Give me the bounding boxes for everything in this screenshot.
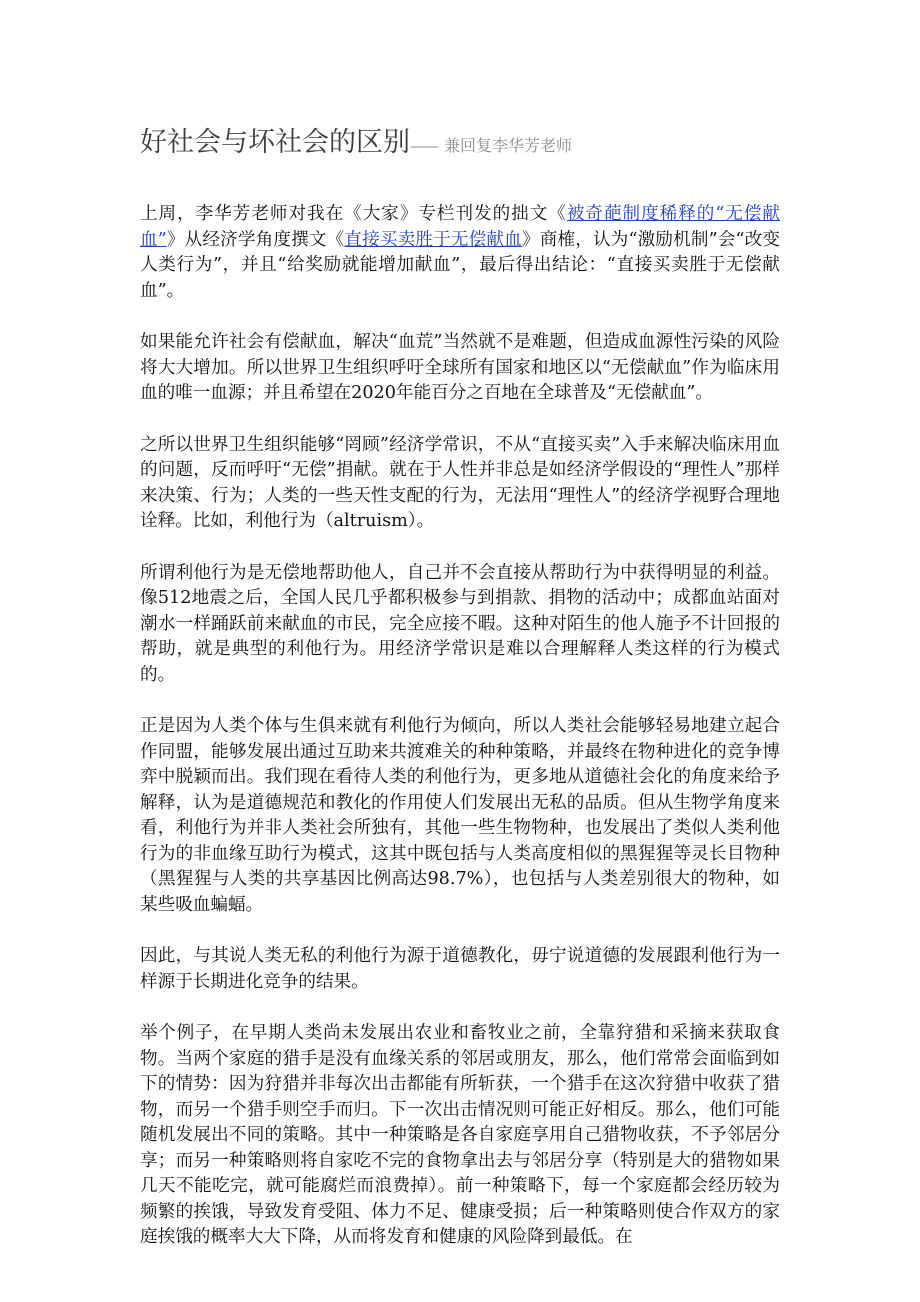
title-subtitle: 兼回复李华芳老师	[444, 136, 573, 155]
paragraph-4: 所谓利他行为是无偿地帮助他人，自己并不会直接从帮助行为中获得明显的利益。像512地震之后，全国人民几乎都积极参与到捐款、捐物的活动中；成都血站面对潮水一样踊跃前来献血的市民，完全应接不暇。这种对陌生的他人施予不计回报的帮助，就是典型的利他行为。用经济学常识是难以合理解释人类这样的行为模式的。	[140, 562, 780, 685]
paragraph-3: 之所以世界卫生组织能够“罔顾”经济学常识，不从“直接买卖”入手来解决临床用血的问题，反而呼吁“无偿”捐献。就在于人性并非总是如经济学假设的“理性人”那样来决策、行为；人类的一些天性支配的行为，无法用“理性人”的经济学视野合理地诠释。比如，利他行为（altruism）。	[140, 434, 780, 531]
title-main: 好社会与坏社会的区别	[140, 127, 410, 158]
paragraph-1-text-c: 》商榷，认为“激励机制”会“改变人类行为”，并且“给奖励就能增加献血”，最后得出结论：“直接买卖胜于无偿献血”。	[140, 229, 780, 301]
paragraph-7: 举个例子，在早期人类尚未发展出农业和畜牧业之前，全靠狩猎和采摘来获取食物。当两个家庭的猎手是没有血缘关系的邻居或朋友，那么，他们常常会面临到如下的情势：因为狩猎并非每次出击都能有所斩获，一个猎手在这次狩猎中收获了猎物，而另一个猎手则空手而归。下一次出击情况则可能正好相反。那么，他们可能随机发展出不同的策略。其中一种策略是各自家庭享用自己猎物收获，不予邻居分享；而另一种策略则将自家吃不完的食物拿出去与邻居分享（特别是大的猎物如果几天不能吃完，就可能腐烂而浪费掉）。前一种策略下，每一个家庭都会经历较为频繁的挨饿，导致发育受阻、体力不足、健康受损；后一种策略则使合作双方的家庭挨饿的概率大大下降，从而将发育和健康的风险降到最低。在	[140, 1023, 780, 1247]
article	[140, 118, 780, 1277]
article-title	[140, 118, 780, 168]
link-article-direct-trade[interactable]: 直接买卖胜于无偿献血	[344, 229, 522, 250]
link-article-blood-donation[interactable]: 被奇葩制度稀释的“无偿献血”	[140, 204, 780, 250]
paragraph-2: 如果能允许社会有偿献血，解决“血荒”当然就不是难题，但造成血源性污染的风险将大大增加。所以世界卫生组织呼吁全球所有国家和地区以“无偿献血”作为临床用血的唯一血源；并且希望在2020年能百分之百地在全球普及“无偿献血”。	[140, 332, 780, 403]
paragraph-6: 因此，与其说人类无私的利他行为源于道德教化，毋宁说道德的发展跟利他行为一样源于长期进化竞争的结果。	[140, 946, 780, 992]
title-dash: ——	[410, 137, 438, 155]
paragraph-5: 正是因为人类个体与生俱来就有利他行为倾向，所以人类社会能够轻易地建立起合作同盟，能够发展出通过互助来共渡难关的种种策略，并最终在物种进化的竞争博弈中脱颖而出。我们现在看待人类的利他行为，更多地从道德社会化的角度来给予解释，认为是道德规范和教化的作用使人们发展出无私的品质。但从生物学角度来看，利他行为并非人类社会所独有，其他一些生物物种，也发展出了类似人类利他行为的非血缘互助行为模式，这其中既包括与人类高度相似的黑猩猩等灵长目物种（黑猩猩与人类的共享基因比例高达98.7%），也包括与人类差别很大的物种，如某些吸血蝙蝠。	[140, 716, 780, 915]
paragraph-1-text-a: 上周，李华芳老师对我在《大家》专栏刊发的拙文《	[140, 204, 567, 224]
paragraph-1	[140, 202, 780, 304]
paragraph-1-text-b: 》从经济学角度撰文《	[166, 229, 345, 250]
